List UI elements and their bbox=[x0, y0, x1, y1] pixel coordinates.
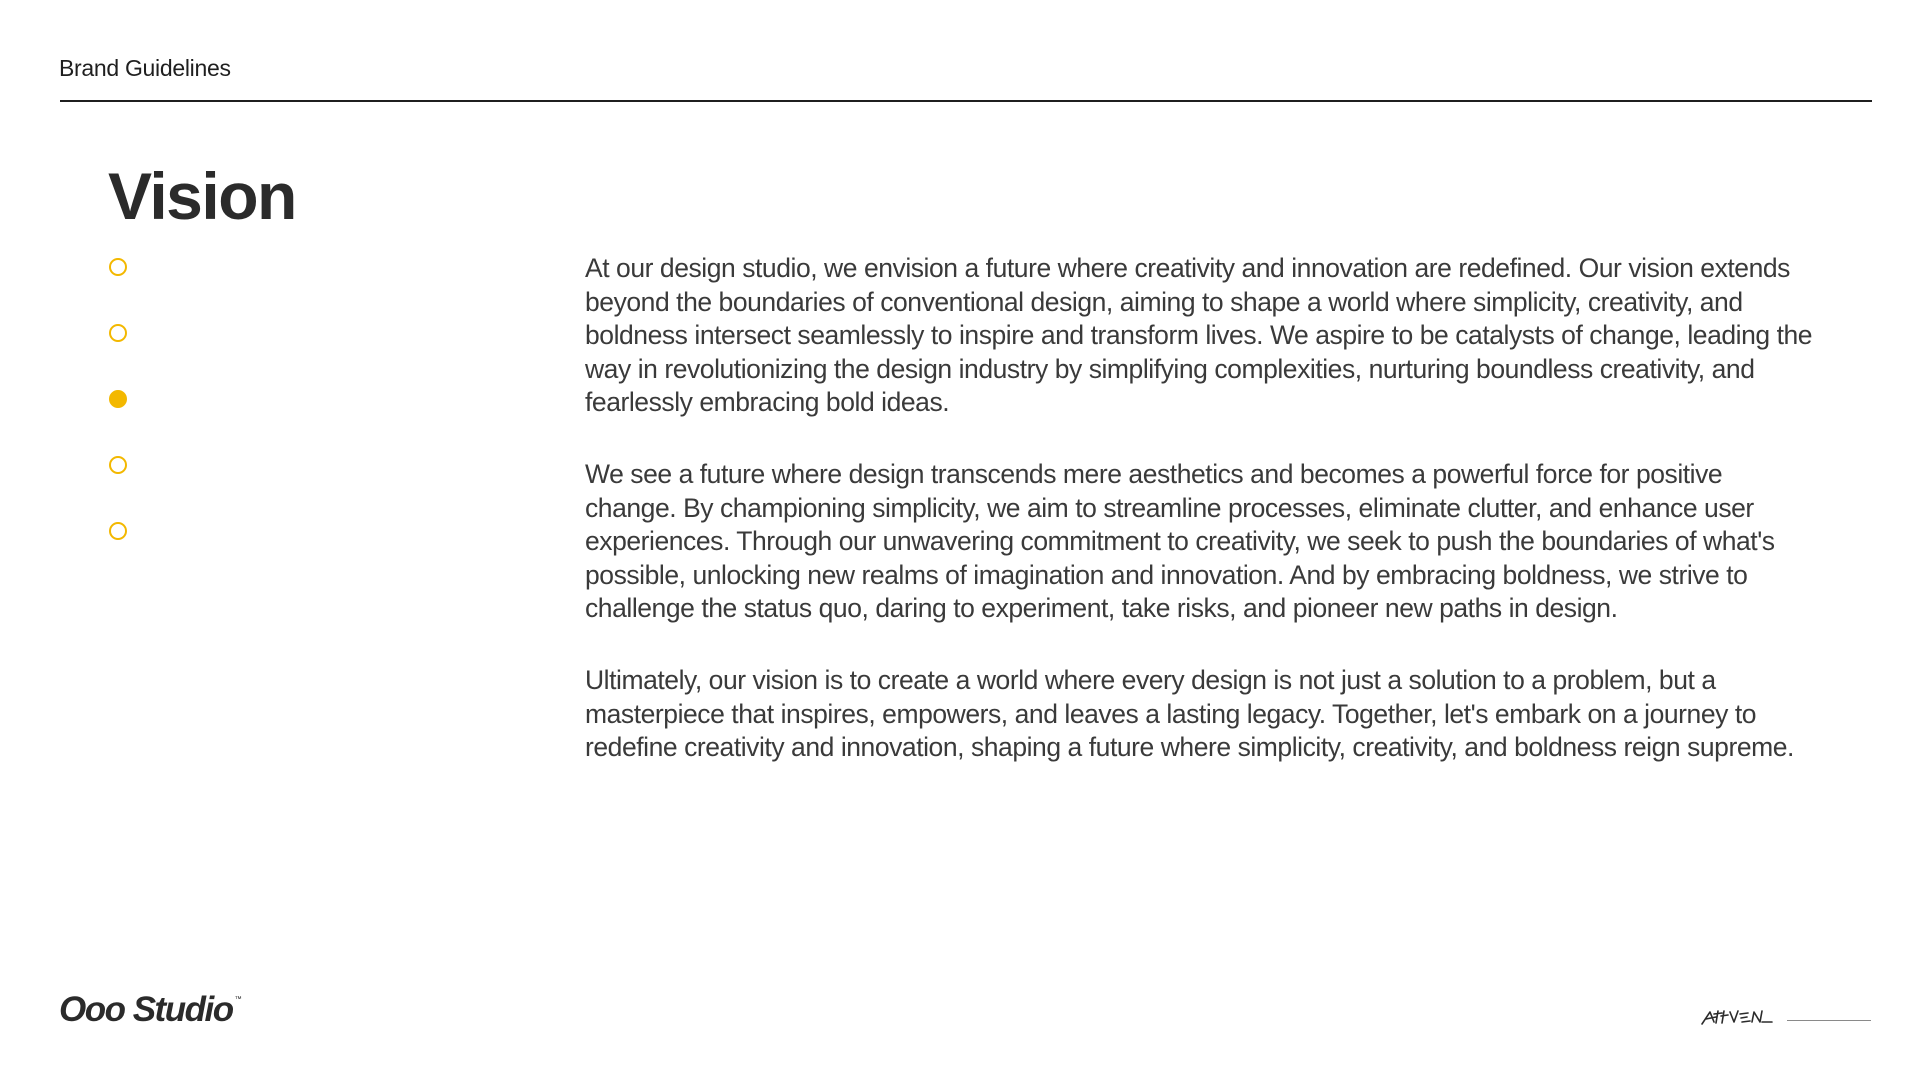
nav-dot-3-active[interactable] bbox=[109, 390, 127, 408]
footer-divider bbox=[1787, 1020, 1871, 1021]
nav-dot-2[interactable] bbox=[109, 324, 127, 342]
logo-trademark: ™ bbox=[234, 996, 242, 1003]
nav-dot-4[interactable] bbox=[109, 456, 127, 474]
signature-icon bbox=[1700, 1002, 1780, 1030]
nav-dot-1[interactable] bbox=[109, 258, 127, 276]
nav-dot-5[interactable] bbox=[109, 522, 127, 540]
paragraph-3: Ultimately, our vision is to create a world where every design is not just a solution to a problem, but a masterpiece that inspires, empowers, and leaves a lasting legacy. Together, let's embark on a journey to redefine creativity and innovation, shaping a future where simplicity, creativity, and boldness reign supreme. bbox=[585, 664, 1794, 763]
body-text bbox=[585, 252, 1815, 803]
header-divider bbox=[60, 100, 1872, 102]
logo-text: Ooo Studio bbox=[59, 990, 233, 1029]
header-label: Brand Guidelines bbox=[59, 55, 231, 81]
section-nav-dots bbox=[109, 258, 129, 588]
paragraph-2: We see a future where design transcends mere aesthetics and becomes a powerful force for positive change. By championing simplicity, we aim to streamline processes, eliminate clutter, and enhance user experiences. Through our unwavering commitment to creativity, we seek to push the boundaries of what's possible, unlocking new realms of imagination and innovation. And by embracing boldness, we strive to challenge the status quo, daring to experiment, take risks, and pioneer new paths in design. bbox=[585, 458, 1775, 624]
paragraph-1: At our design studio, we envision a future where creativity and innovation are redefined. Our vision extends beyond the boundaries of conventional design, aiming to shape a world where simplicity, creativity, and boldness intersect seamlessly to inspire and transform lives. We aspire to be catalysts of change, leading the way in revolutionizing the design industry by simplifying complexities, nurturing boundless creativity, and fearlessly embracing bold ideas. bbox=[585, 253, 1813, 418]
page-title: Vision bbox=[108, 159, 296, 233]
studio-logo bbox=[59, 990, 240, 1030]
